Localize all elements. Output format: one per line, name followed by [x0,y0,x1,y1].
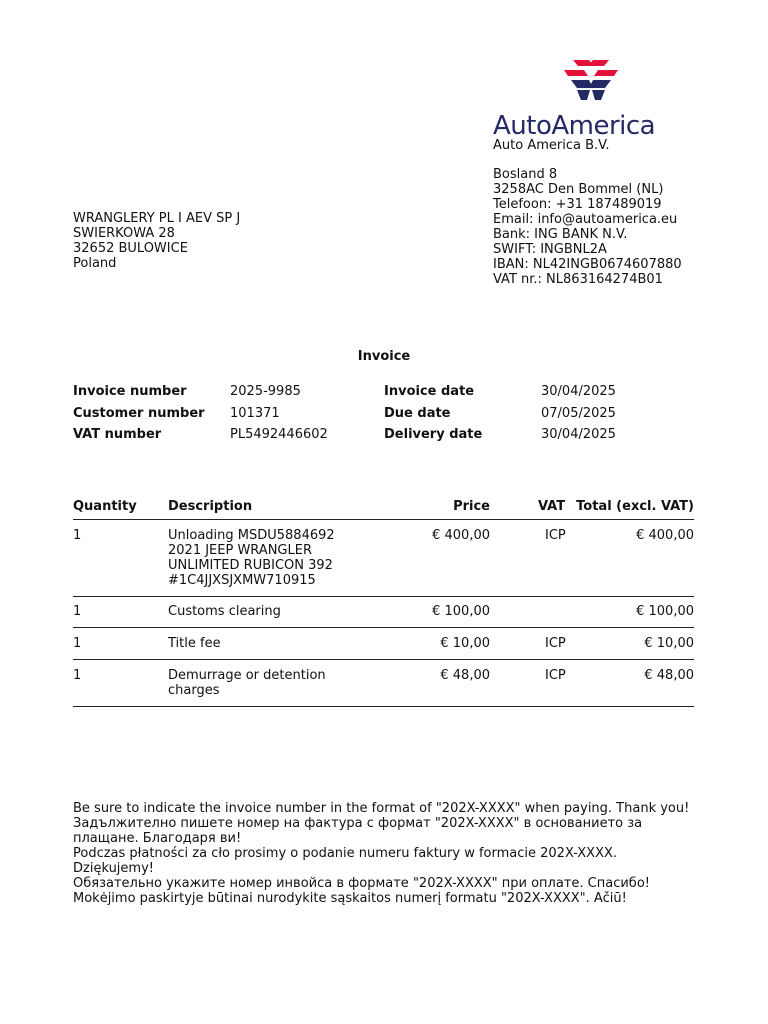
company-address-line: 3258AC Den Bommel (NL) [493,182,664,197]
vat-number-value: PL5492446602 [230,427,328,442]
payment-note-line: Podczas płatności za cło prosimy o podanie numeru faktury w formacie 202X-XXXX. [73,846,618,861]
invoice-date-label: Invoice date [384,384,475,399]
row-description-line: #1C4JJXSJXMW710915 [168,573,316,588]
row-price: € 100,00 [432,604,490,619]
company-address-line: Bosland 8 [493,167,558,182]
logo-wordmark: AutoAmerica [493,111,656,141]
row-vat: ICP [545,528,566,543]
row-total: € 48,00 [644,668,694,683]
payment-note-line: плащане. Благодаря ви! [73,831,242,846]
due-date-value: 07/05/2025 [541,406,616,421]
company-iban: IBAN: NL42INGB0674607880 [493,257,682,272]
payment-note-line: Dziękujemy! [73,861,154,876]
customer-street: SWIERKOWA 28 [73,226,175,241]
row-quantity: 1 [73,636,82,651]
due-date-label: Due date [384,406,451,421]
row-description-line: Demurrage or detention [168,668,326,683]
invoice-date-value: 30/04/2025 [541,384,616,399]
column-header-vat: VAT [538,499,566,514]
row-vat: ICP [545,668,566,683]
company-bank: Bank: ING BANK N.V. [493,227,628,242]
invoice-number-value: 2025-9985 [230,384,301,399]
table-divider [73,706,694,707]
payment-note-line: Mokėjimo paskirtyje būtinai nurodykite sąskaitos numerį formatu "202X-XXXX". Ačiū! [73,891,627,906]
document-title: Invoice [357,349,411,364]
table-divider [73,659,694,660]
customer-city: 32652 BULOWICE [73,241,188,256]
row-price: € 400,00 [432,528,490,543]
row-price: € 10,00 [440,636,490,651]
invoice-number-label: Invoice number [73,384,187,399]
customer-number-label: Customer number [73,406,205,421]
customer-address [73,211,240,271]
autoamerica-logo-icon [493,58,698,108]
customer-country: Poland [73,256,117,271]
payment-note-line: Задължително пишете номер на фактура с формат "202X-XXXX" в основанието за [73,816,643,831]
table-divider [73,627,694,628]
row-description [168,668,326,698]
customer-number-value: 101371 [230,406,280,421]
row-description-line: 2021 JEEP WRANGLER [168,543,312,558]
column-header-quantity: Quantity [73,499,137,514]
payment-notes [73,801,689,906]
row-total: € 10,00 [644,636,694,651]
payment-note-line: Be sure to indicate the invoice number in the format of "202X-XXXX" when paying. Thank you! [73,801,690,816]
row-total: € 100,00 [636,604,694,619]
row-description [168,528,335,588]
row-quantity: 1 [73,528,82,543]
row-vat: ICP [545,636,566,651]
payment-note-line: Обязательно укажите номер инвойса в формате "202X-XXXX" при оплате. Спасибо! [73,876,650,891]
row-description: Customs clearing [168,604,281,619]
column-header-price: Price [453,499,490,514]
company-email: Email: info@autoamerica.eu [493,212,678,227]
row-total: € 400,00 [636,528,694,543]
vat-number-label: VAT number [73,427,162,442]
company-name: Auto America B.V. [493,138,610,153]
company-address [493,167,682,287]
row-description: Title fee [168,636,221,651]
row-quantity: 1 [73,604,82,619]
table-divider [73,519,694,520]
company-phone: Telefoon: +31 187489019 [493,197,662,212]
table-divider [73,596,694,597]
customer-name: WRANGLERY PL I AEV SP J [73,211,241,226]
row-quantity: 1 [73,668,82,683]
company-logo [493,58,698,142]
row-description-line: UNLIMITED RUBICON 392 [168,558,333,573]
row-price: € 48,00 [440,668,490,683]
delivery-date-label: Delivery date [384,427,483,442]
company-vat: VAT nr.: NL863164274B01 [493,272,663,287]
column-header-total: Total (excl. VAT) [576,499,694,514]
row-description-line: charges [168,683,220,698]
company-swift: SWIFT: INGBNL2A [493,242,607,257]
column-header-description: Description [168,499,253,514]
delivery-date-value: 30/04/2025 [541,427,616,442]
row-description-line: Unloading MSDU5884692 [168,528,335,543]
